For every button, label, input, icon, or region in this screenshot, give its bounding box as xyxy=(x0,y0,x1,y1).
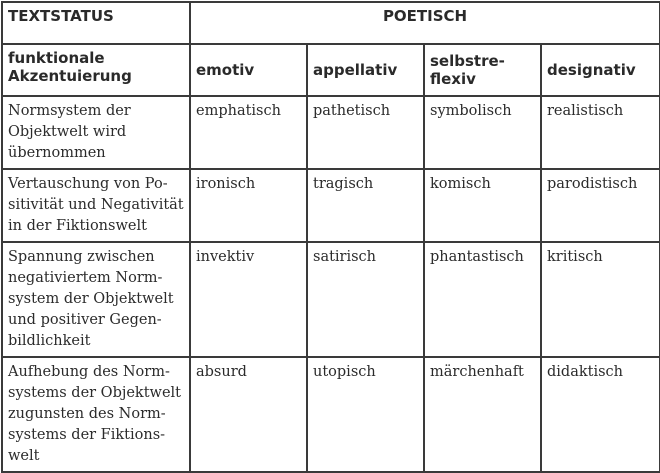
row-label: Normsystem der Objektwelt wird übernommen xyxy=(2,96,190,169)
akzentuierung-header: funktionale Akzentuierung xyxy=(2,44,190,96)
table-cell: ironisch xyxy=(190,169,307,242)
table-cell: kritisch xyxy=(541,242,660,357)
table-cell: emphatisch xyxy=(190,96,307,169)
column-header-designativ: designativ xyxy=(541,44,660,96)
table-row xyxy=(2,169,660,242)
table-cell: realistisch xyxy=(541,96,660,169)
column-header-appellativ: appellativ xyxy=(307,44,424,96)
table-row xyxy=(2,357,660,472)
header-row-top xyxy=(2,2,660,44)
table-cell: komisch xyxy=(424,169,541,242)
table-row xyxy=(2,96,660,169)
table-cell: didaktisch xyxy=(541,357,660,472)
table-cell: invektiv xyxy=(190,242,307,357)
text-status-table xyxy=(1,1,660,473)
row-label: Vertauschung von Po- sitivität und Negativität in der Fiktionswelt xyxy=(2,169,190,242)
table-cell: phantastisch xyxy=(424,242,541,357)
table-cell: tragisch xyxy=(307,169,424,242)
row-label: Spannung zwischen negativiertem Norm- system der Objektwelt und positiver Gegen- bildlichkeit xyxy=(2,242,190,357)
table-cell: märchenhaft xyxy=(424,357,541,472)
table-cell: parodistisch xyxy=(541,169,660,242)
table-row xyxy=(2,242,660,357)
table-cell: utopisch xyxy=(307,357,424,472)
table-cell: pathetisch xyxy=(307,96,424,169)
poetisch-header: POETISCH xyxy=(190,2,660,44)
textstatus-header: TEXTSTATUS xyxy=(2,2,190,44)
table-cell: satirisch xyxy=(307,242,424,357)
table-container xyxy=(1,1,659,465)
column-header-selbstreflexiv: selbstre- flexiv xyxy=(424,44,541,96)
row-label: Aufhebung des Norm- systems der Objektwelt zugunsten des Norm- systems der Fiktions- welt xyxy=(2,357,190,472)
table-cell: absurd xyxy=(190,357,307,472)
table-cell: symbolisch xyxy=(424,96,541,169)
header-row-columns xyxy=(2,44,660,96)
column-header-emotiv: emotiv xyxy=(190,44,307,96)
